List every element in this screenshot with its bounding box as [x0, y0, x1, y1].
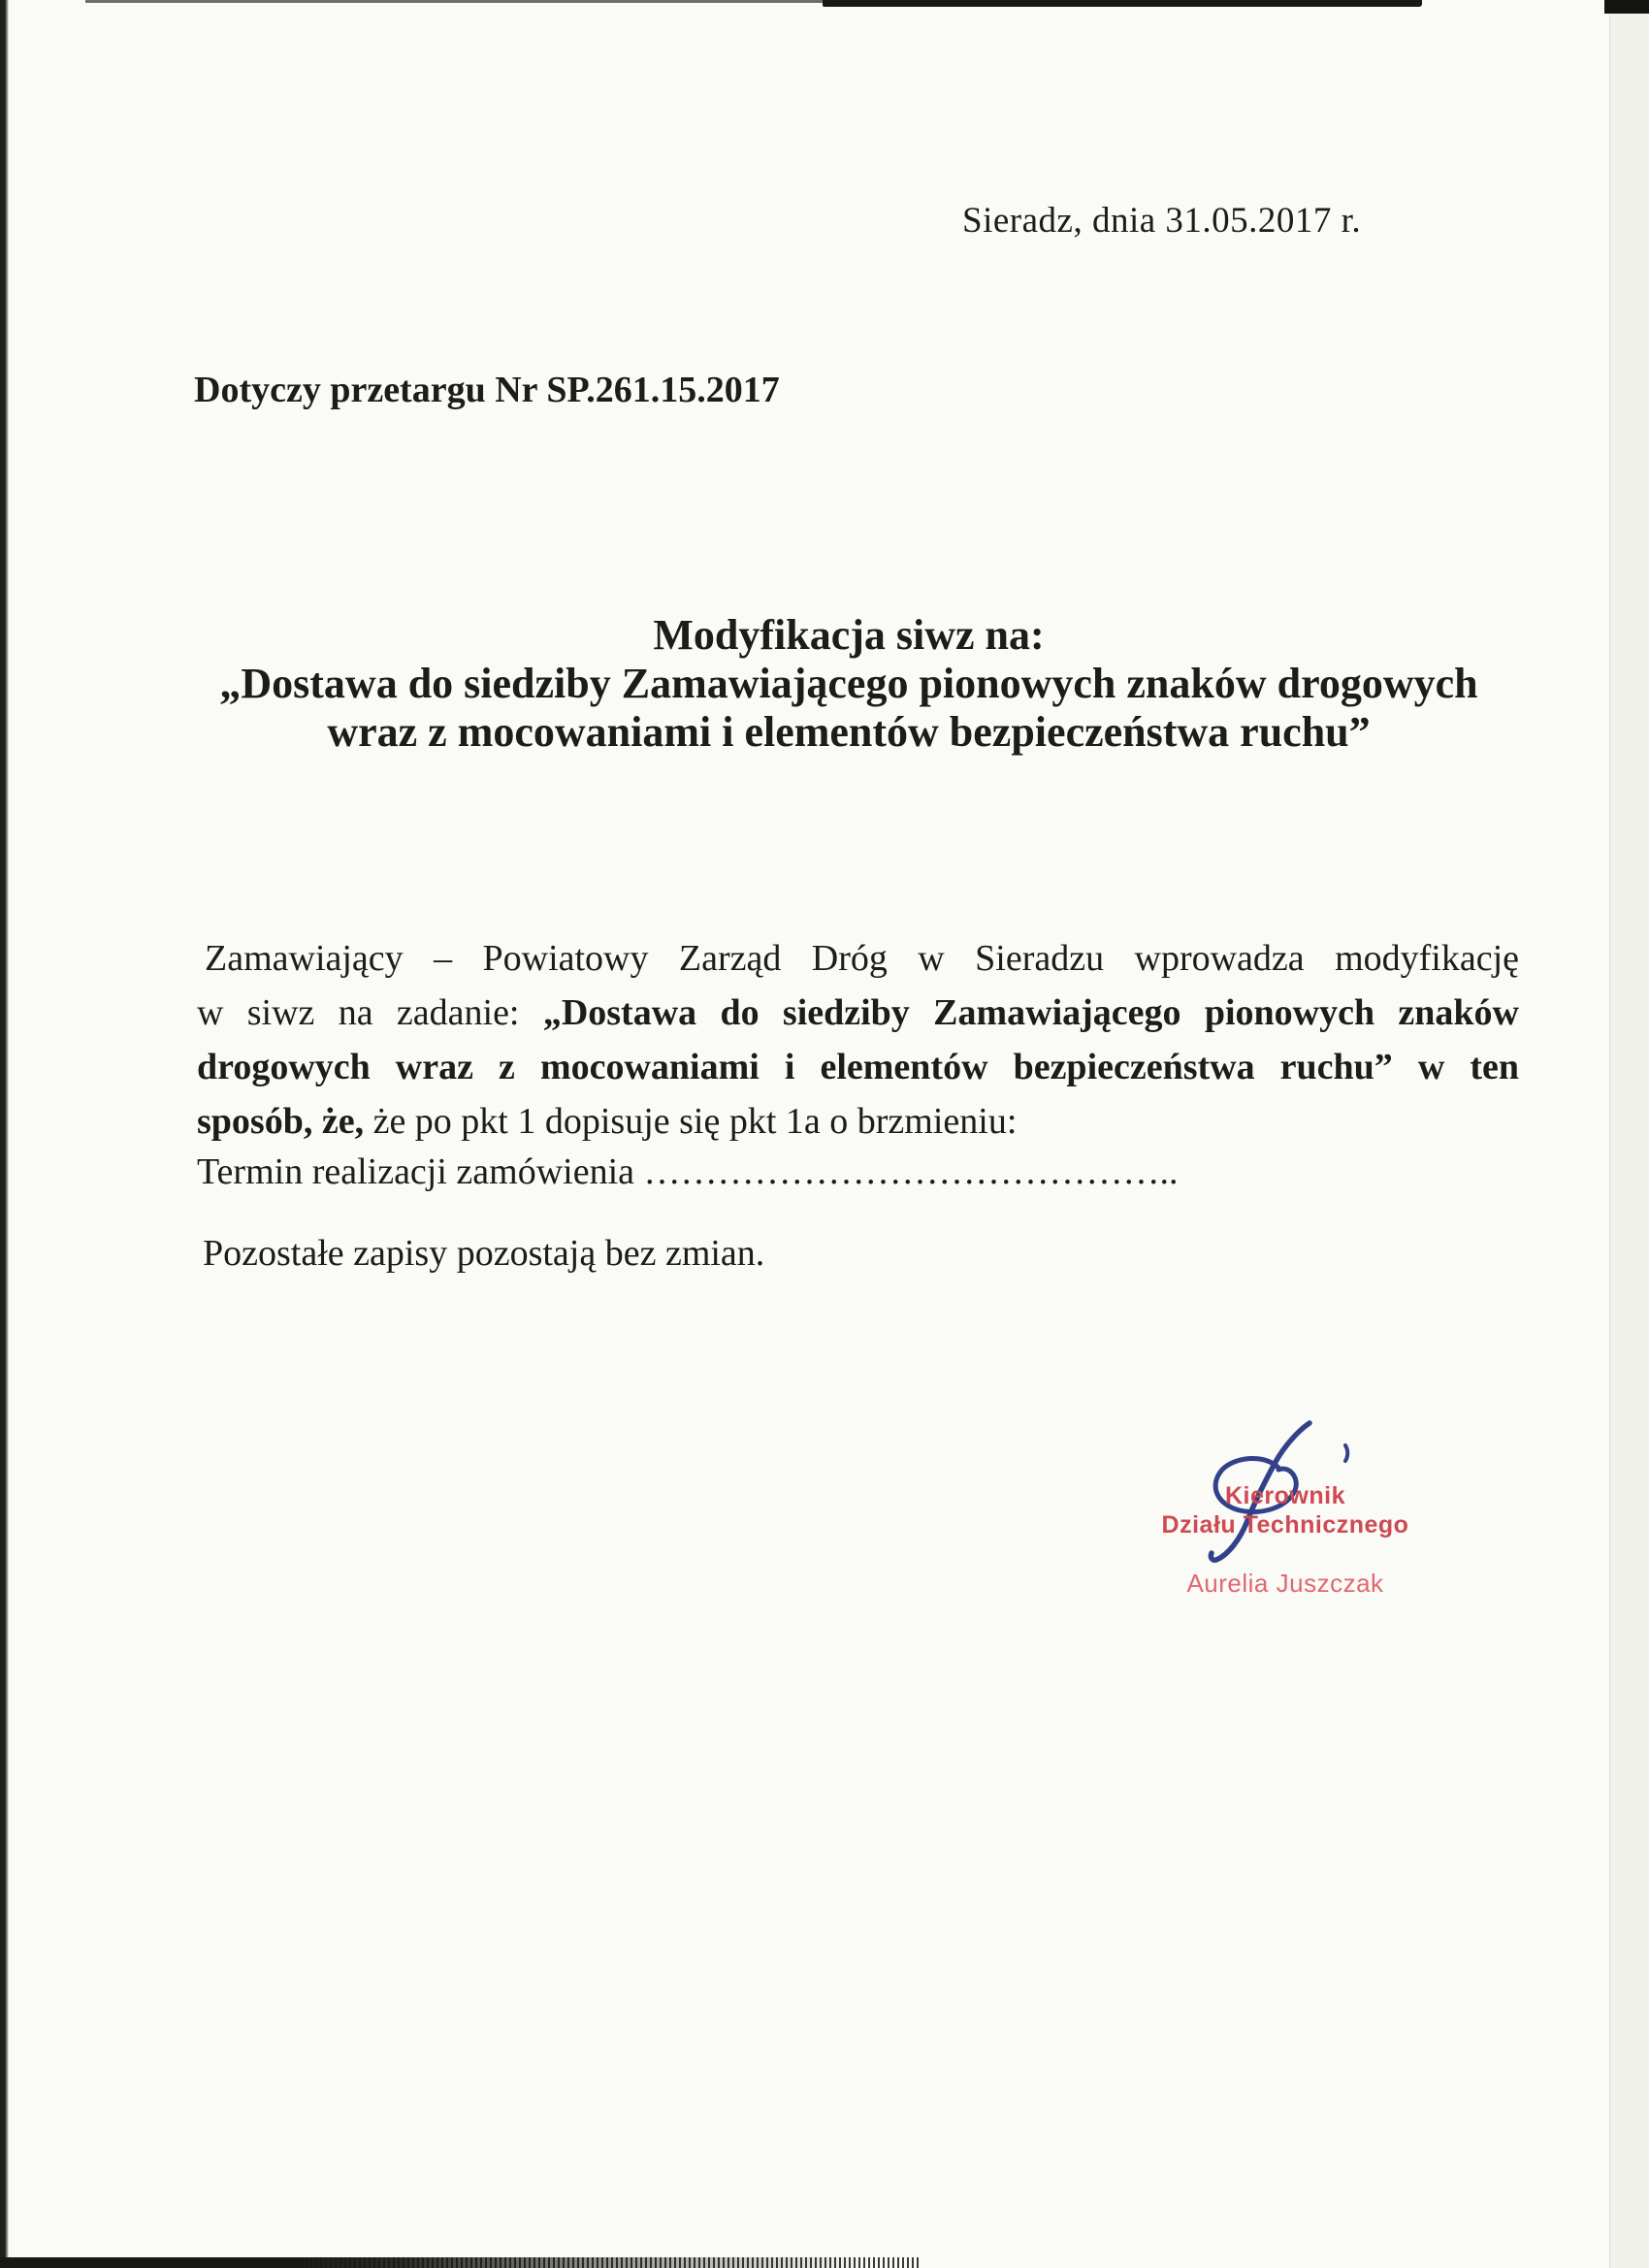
reference-line: Dotyczy przetargu Nr SP.261.15.2017 [194, 370, 780, 410]
body-text-segment: drogowych wraz z mocowaniami i elementów bezpieczeństwa ruchu” w ten [197, 1047, 1519, 1087]
closing-line: Pozostałe zapisy pozostają bez zmian. [203, 1233, 765, 1274]
scan-top-edge-thin [85, 0, 842, 3]
signature-tick-mark [1345, 1445, 1347, 1461]
title-line-2: „Dostawa do siedziby Zamawiającego pionowych znaków drogowych [219, 660, 1478, 707]
body-line [197, 986, 1519, 1040]
body-line [197, 1040, 1519, 1094]
body-paragraph [197, 931, 1519, 1149]
document-title [160, 611, 1537, 757]
title-line-3: wraz z mocowaniami i elementów bezpieczeństwa ruchu” [327, 708, 1371, 756]
scan-bottom-edge [0, 2257, 922, 2268]
date-line: Sieradz, dnia 31.05.2017 r. [962, 201, 1362, 241]
body-text-segment: „Dostawa do siedziby Zamawiającego pionowych znaków [542, 992, 1519, 1033]
stamp-block [1091, 1481, 1479, 1599]
scan-right-edge [1609, 0, 1649, 2268]
body-text-segment: w siwz na zadanie: [197, 992, 543, 1033]
stamp-title-line1: Kierownik [1225, 1482, 1345, 1509]
scan-top-right-corner [1604, 0, 1649, 14]
stamp-signer-name: Aurelia Juszczak [1186, 1569, 1384, 1598]
body-text-segment: Zamawiający – Powiatowy Zarząd Dróg w Sieradzu wprowadza modyfikację [205, 938, 1519, 979]
termin-line: Termin realizacji zamówienia …………………………………….. [197, 1151, 1179, 1192]
body-text-segment: sposób, że, [197, 1101, 365, 1142]
scan-left-edge [0, 0, 9, 2268]
body-line [197, 1094, 1519, 1149]
body-text-segment: że po pkt 1 dopisuje się pkt 1a o brzmieniu: [364, 1101, 1018, 1142]
stamp-title-line2: Działu Technicznego [1161, 1511, 1409, 1539]
body-line [197, 931, 1519, 986]
title-line-1: Modyfikacja siwz na: [653, 611, 1045, 659]
scan-top-edge-thick [823, 0, 1422, 7]
